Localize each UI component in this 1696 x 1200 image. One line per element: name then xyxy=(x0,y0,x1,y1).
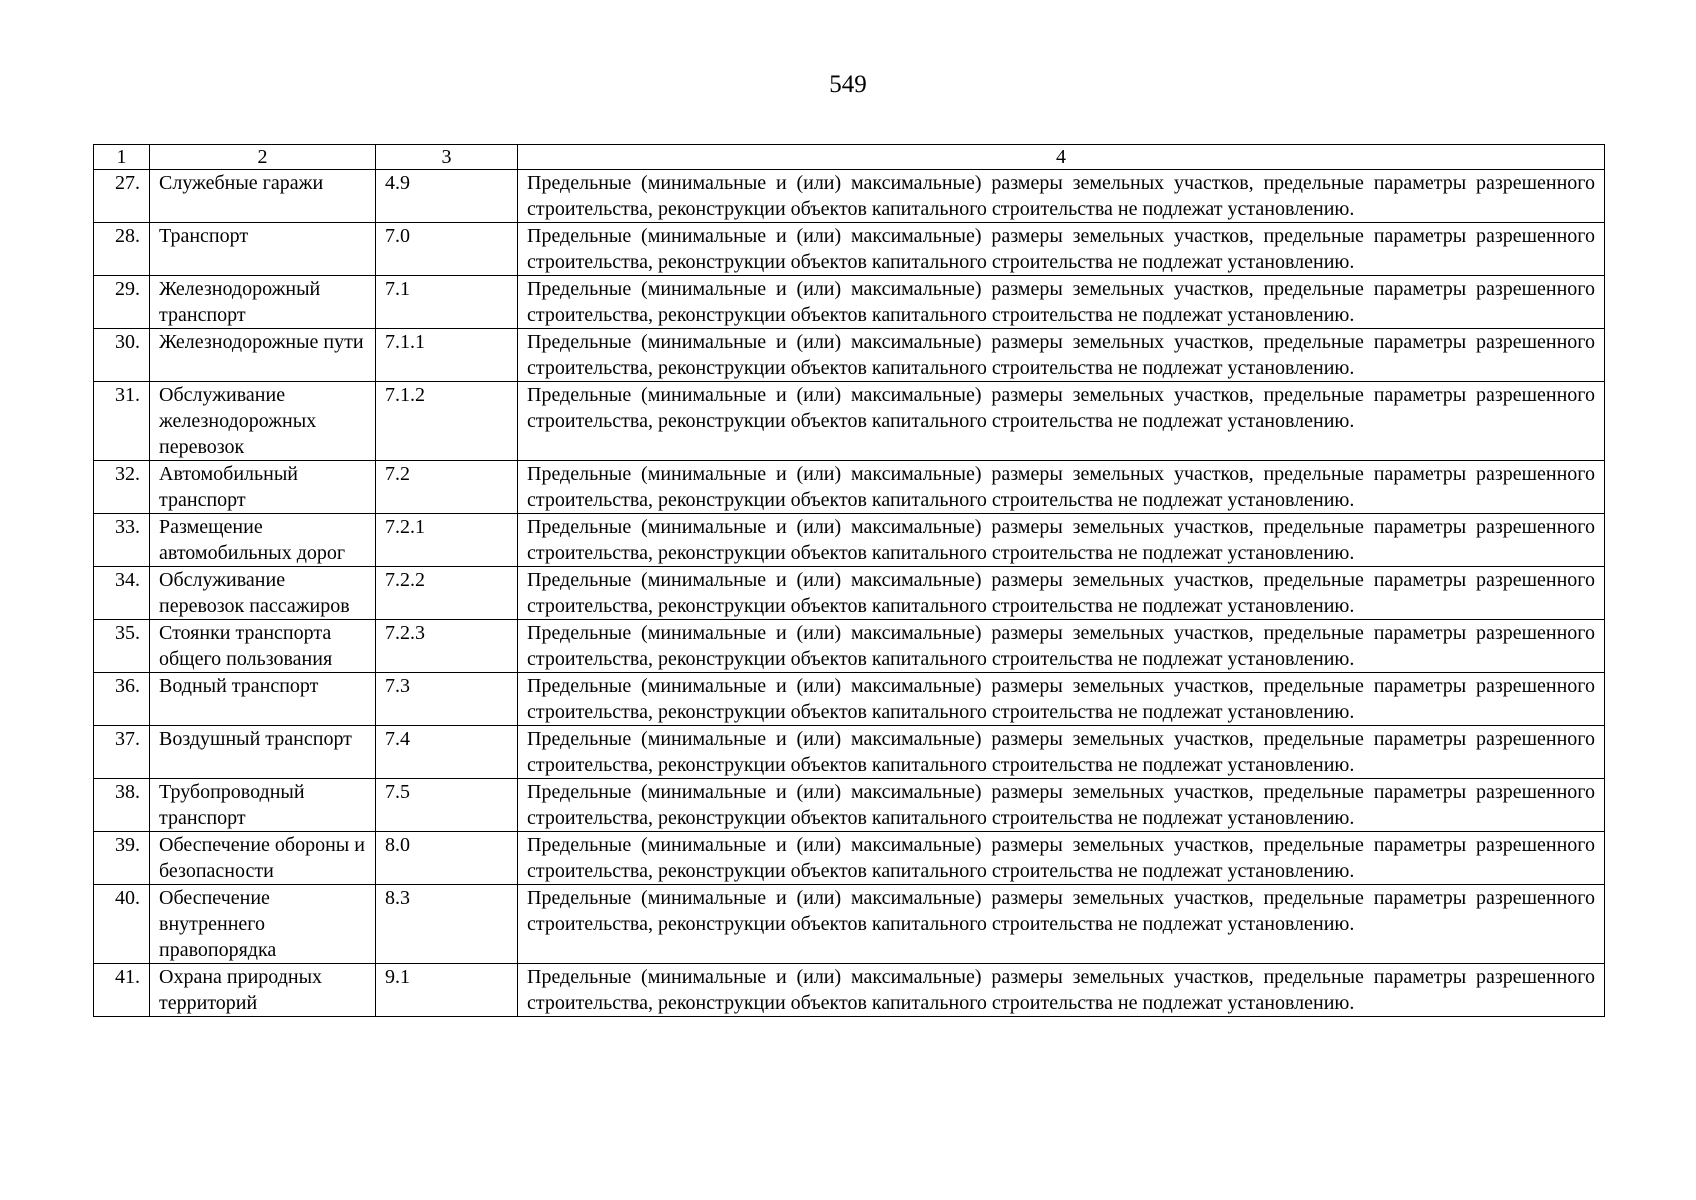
table-row xyxy=(94,673,1605,726)
land-use-code: 8.3 xyxy=(376,885,518,964)
row-number: 35. xyxy=(94,620,150,673)
parameters-description: Предельные (минимальные и (или) максимальные) размеры земельных участков, предельные параметры разрешенного строительства, реконструкции объектов капитального строительства не подлежат установлению. xyxy=(518,885,1605,964)
table-row xyxy=(94,779,1605,832)
land-use-code: 7.2.3 xyxy=(376,620,518,673)
land-use-code: 7.2 xyxy=(376,461,518,514)
land-use-name: Размещение автомобильных дорог xyxy=(150,514,376,567)
land-use-code: 8.0 xyxy=(376,832,518,885)
row-number: 30. xyxy=(94,329,150,382)
table-row xyxy=(94,567,1605,620)
table-row xyxy=(94,885,1605,964)
parameters-description: Предельные (минимальные и (или) максимальные) размеры земельных участков, предельные параметры разрешенного строительства, реконструкции объектов капитального строительства не подлежат установлению. xyxy=(518,514,1605,567)
land-use-name: Охрана природных территорий xyxy=(150,964,376,1017)
row-number: 36. xyxy=(94,673,150,726)
land-use-name: Стоянки транспорта общего пользования xyxy=(150,620,376,673)
parameters-description: Предельные (минимальные и (или) максимальные) размеры земельных участков, предельные параметры разрешенного строительства, реконструкции объектов капитального строительства не подлежат установлению. xyxy=(518,223,1605,276)
parameters-description: Предельные (минимальные и (или) максимальные) размеры земельных участков, предельные параметры разрешенного строительства, реконструкции объектов капитального строительства не подлежат установлению. xyxy=(518,673,1605,726)
land-use-code: 7.5 xyxy=(376,779,518,832)
row-number: 41. xyxy=(94,964,150,1017)
table-row xyxy=(94,726,1605,779)
land-use-name: Обслуживание перевозок пассажиров xyxy=(150,567,376,620)
land-use-code: 7.2.1 xyxy=(376,514,518,567)
table-row xyxy=(94,382,1605,461)
land-use-name: Автомобильный транспорт xyxy=(150,461,376,514)
column-header-4: 4 xyxy=(518,145,1605,170)
parameters-description: Предельные (минимальные и (или) максимальные) размеры земельных участков, предельные параметры разрешенного строительства, реконструкции объектов капитального строительства не подлежат установлению. xyxy=(518,567,1605,620)
table-row xyxy=(94,329,1605,382)
parameters-description: Предельные (минимальные и (или) максимальные) размеры земельных участков, предельные параметры разрешенного строительства, реконструкции объектов капитального строительства не подлежат установлению. xyxy=(518,779,1605,832)
row-number: 29. xyxy=(94,276,150,329)
table-row xyxy=(94,223,1605,276)
land-use-code: 4.9 xyxy=(376,170,518,223)
parameters-description: Предельные (минимальные и (или) максимальные) размеры земельных участков, предельные параметры разрешенного строительства, реконструкции объектов капитального строительства не подлежат установлению. xyxy=(518,329,1605,382)
row-number: 39. xyxy=(94,832,150,885)
row-number: 32. xyxy=(94,461,150,514)
row-number: 33. xyxy=(94,514,150,567)
page-number: 549 xyxy=(829,71,867,98)
land-use-name: Обеспечение обороны и безопасности xyxy=(150,832,376,885)
land-use-code: 7.1 xyxy=(376,276,518,329)
row-number: 27. xyxy=(94,170,150,223)
parameters-description: Предельные (минимальные и (или) максимальные) размеры земельных участков, предельные параметры разрешенного строительства, реконструкции объектов капитального строительства не подлежат установлению. xyxy=(518,276,1605,329)
land-use-code: 7.2.2 xyxy=(376,567,518,620)
table-row xyxy=(94,514,1605,567)
parameters-description: Предельные (минимальные и (или) максимальные) размеры земельных участков, предельные параметры разрешенного строительства, реконструкции объектов капитального строительства не подлежат установлению. xyxy=(518,726,1605,779)
row-number: 31. xyxy=(94,382,150,461)
table-row xyxy=(94,620,1605,673)
row-number: 34. xyxy=(94,567,150,620)
land-use-name: Транспорт xyxy=(150,223,376,276)
row-number: 38. xyxy=(94,779,150,832)
column-header-1: 1 xyxy=(94,145,150,170)
parameters-description: Предельные (минимальные и (или) максимальные) размеры земельных участков, предельные параметры разрешенного строительства, реконструкции объектов капитального строительства не подлежат установлению. xyxy=(518,964,1605,1017)
parameters-description: Предельные (минимальные и (или) максимальные) размеры земельных участков, предельные параметры разрешенного строительства, реконструкции объектов капитального строительства не подлежат установлению. xyxy=(518,620,1605,673)
land-use-code: 7.4 xyxy=(376,726,518,779)
row-number: 40. xyxy=(94,885,150,964)
parameters-description: Предельные (минимальные и (или) максимальные) размеры земельных участков, предельные параметры разрешенного строительства, реконструкции объектов капитального строительства не подлежат установлению. xyxy=(518,832,1605,885)
land-use-table xyxy=(93,144,1605,1017)
parameters-description: Предельные (минимальные и (или) максимальные) размеры земельных участков, предельные параметры разрешенного строительства, реконструкции объектов капитального строительства не подлежат установлению. xyxy=(518,461,1605,514)
land-use-name: Обеспечение внутреннего правопорядка xyxy=(150,885,376,964)
parameters-description: Предельные (минимальные и (или) максимальные) размеры земельных участков, предельные параметры разрешенного строительства, реконструкции объектов капитального строительства не подлежат установлению. xyxy=(518,382,1605,461)
land-use-name: Железнодорожные пути xyxy=(150,329,376,382)
land-use-code: 7.1.2 xyxy=(376,382,518,461)
land-use-name: Обслуживание железнодорожных перевозок xyxy=(150,382,376,461)
table-row xyxy=(94,170,1605,223)
row-number: 28. xyxy=(94,223,150,276)
land-use-name: Трубопроводный транспорт xyxy=(150,779,376,832)
land-use-name: Водный транспорт xyxy=(150,673,376,726)
land-use-name: Железнодорожный транспорт xyxy=(150,276,376,329)
land-use-code: 7.1.1 xyxy=(376,329,518,382)
column-header-2: 2 xyxy=(150,145,376,170)
column-header-3: 3 xyxy=(376,145,518,170)
parameters-description: Предельные (минимальные и (или) максимальные) размеры земельных участков, предельные параметры разрешенного строительства, реконструкции объектов капитального строительства не подлежат установлению. xyxy=(518,170,1605,223)
land-use-code: 7.3 xyxy=(376,673,518,726)
table-row xyxy=(94,832,1605,885)
row-number: 37. xyxy=(94,726,150,779)
land-use-name: Воздушный транспорт xyxy=(150,726,376,779)
table-row xyxy=(94,964,1605,1017)
header-row xyxy=(94,145,1605,170)
table-row xyxy=(94,461,1605,514)
land-use-code: 9.1 xyxy=(376,964,518,1017)
land-use-name: Служебные гаражи xyxy=(150,170,376,223)
table-row xyxy=(94,276,1605,329)
land-use-code: 7.0 xyxy=(376,223,518,276)
